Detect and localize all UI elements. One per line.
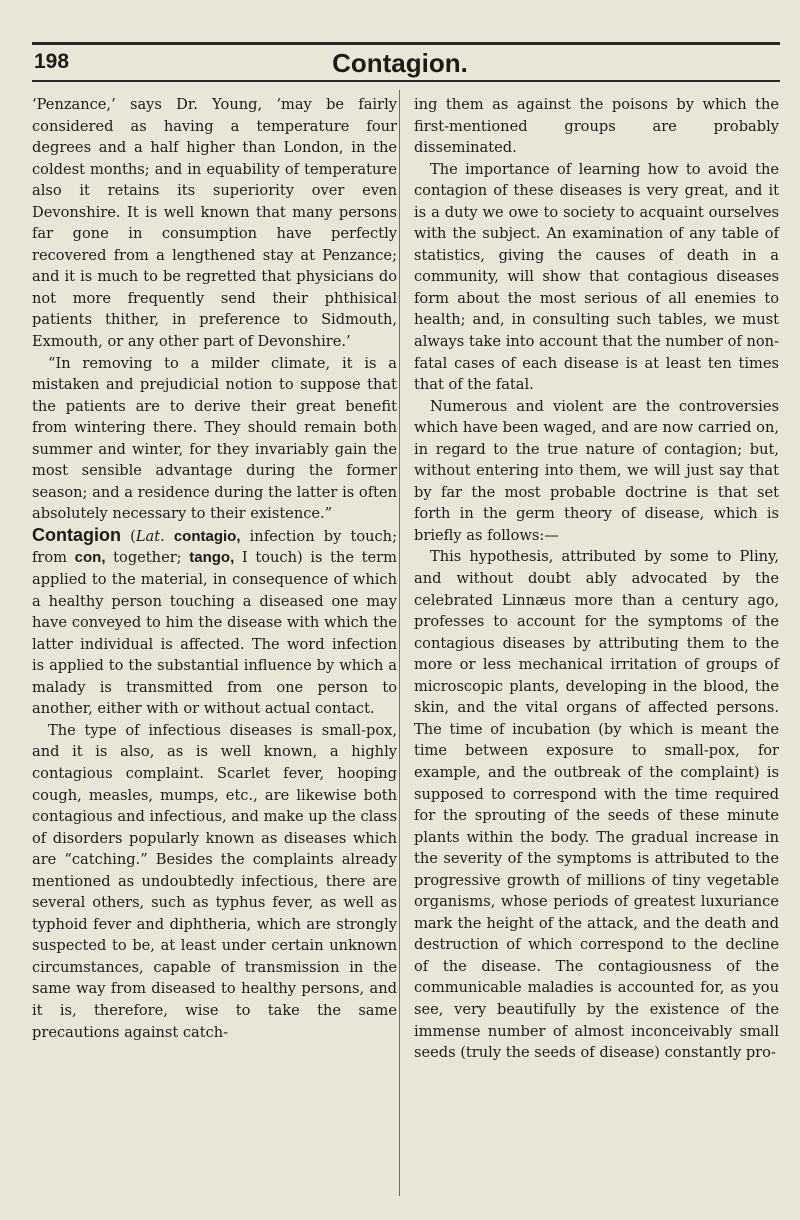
etymology-gloss: infection by touch; from bbox=[32, 527, 397, 567]
paragraph-controversies: Numerous and violent are the controversies which have been waged, and are now carried on, in regard to the true nature of contagion; but, without entering into them, we will just say that by far the most probable doctrine is that set forth in the germ theory of disease, which is briefly as follows:— bbox=[414, 397, 779, 544]
etymology-verb: tango, bbox=[189, 549, 235, 567]
header-rule-bottom bbox=[32, 80, 780, 82]
etymology-prefix: con, bbox=[74, 549, 106, 567]
quote-paragraph-penzance: ‘Penzance,’ says Dr. Young, ‘may be fairly considered as having a temperature four degrees and a half higher than London, in the coldest months; and in equability of temperature also it retains its superiority over even Devonshire. It is well known that many persons far gone in consumption have perfectly recovered from a lengthened stay at Penzance; and it is much to be regretted that physicians do not more frequently send their phthisical patients thither, in preference to Sidmouth, Exmouth, or any other part of Devonshire.’ bbox=[32, 96, 397, 351]
header-rule-top bbox=[32, 42, 780, 45]
paragraph-germ-theory: This hypothesis, attributed by some to Pliny, and without doubt ably advocated by the celebrated Linnæus more than a century ago, professes to account for the symptoms of the contagious diseases by attributing them to the more or less mechanical irritation of groups of microscopic plants, developing in the blood, the skin, and the vital organs of affected persons. The time of incubation (by which is meant the time between exposure to small-pox, for example, and the outbreak of the complaint) is supposed to correspond with the time required for the sprouting of the seeds of these minute plants within the body. The gradual increase in the severity of the symptoms is attributed to the progressive growth of millions of tiny vegetable organisms, whose periods of greatest luxuriance mark the height of the attack, and the death and destruction of which correspond to the decline of the disease. The contagiousness of the communicable maladies is accounted for, as you see, very beautifully by the existence of the immense number of almost inconceivably small seeds (truly the seeds of disease) constantly pro- bbox=[414, 548, 779, 1062]
paragraph-continuation: ing them as against the poisons by which the first-mentioned groups are probably disseminated. bbox=[414, 96, 779, 157]
paragraph-importance: The importance of learning how to avoid the contagion of these diseases is very great, and it is a duty we owe to society to acquaint ourselves with the subject. An examination of any table of statistics, giving the causes of death in a community, will show that contagious diseases form about the most serious of all enemies to health; and, in consulting such tables, we must always take into account that the number of non-fatal cases of each disease is at least ten times that of the fatal. bbox=[414, 160, 779, 394]
right-column bbox=[414, 94, 779, 1064]
etymology-gloss-2: together; bbox=[105, 549, 190, 567]
paren-open: ( bbox=[120, 527, 136, 545]
page-number: 198 bbox=[34, 50, 70, 73]
paragraph-infectious-diseases: The type of infectious diseases is small-pox, and it is also, as is well known, a highly contagious complaint. Scarlet fever, hooping cough, measles, mumps, etc., are likewise both contagious and infectious, and make up the class of disorders popularly known as diseases which are “catching.” Besides the complaints already mentioned as undoubtedly infectious, there are several others, such as typhus fever, as well as typhoid fever and diphtheria, which are strongly suspected to be, at least under certain unknown circumstances, capable of transmission in the same way from diseased to healthy persons, and it is, therefore, wise to take the same precautions against catch- bbox=[32, 721, 397, 1041]
left-column bbox=[32, 94, 397, 1043]
etymology-root: contagio, bbox=[173, 527, 241, 545]
language-abbrev: Lat. bbox=[135, 527, 165, 545]
dictionary-entry-contagion bbox=[32, 525, 397, 720]
column-divider bbox=[399, 90, 400, 1196]
quote-paragraph-climate: “In removing to a milder climate, it is a mistaken and prejudicial notion to suppose that the patients are to derive their great benefit from wintering there. They should remain both summer and winter, for they invariably gain the most sensible advantage during the former season; and a residence during the latter is often absolutely necessary to their existence.” bbox=[32, 354, 397, 523]
entry-definition: I touch) is the term applied to the material, in consequence of which a healthy person touching a diseased one may have conveyed to him the disease with which the latter individual is affected. The word infection is applied to the substantial influence by which a malady is transmitted from one person to another, either with or without actual contact. bbox=[32, 549, 398, 718]
space bbox=[165, 528, 174, 545]
entry-headword: Contagion bbox=[32, 524, 121, 545]
running-title: Contagion. bbox=[332, 48, 468, 78]
